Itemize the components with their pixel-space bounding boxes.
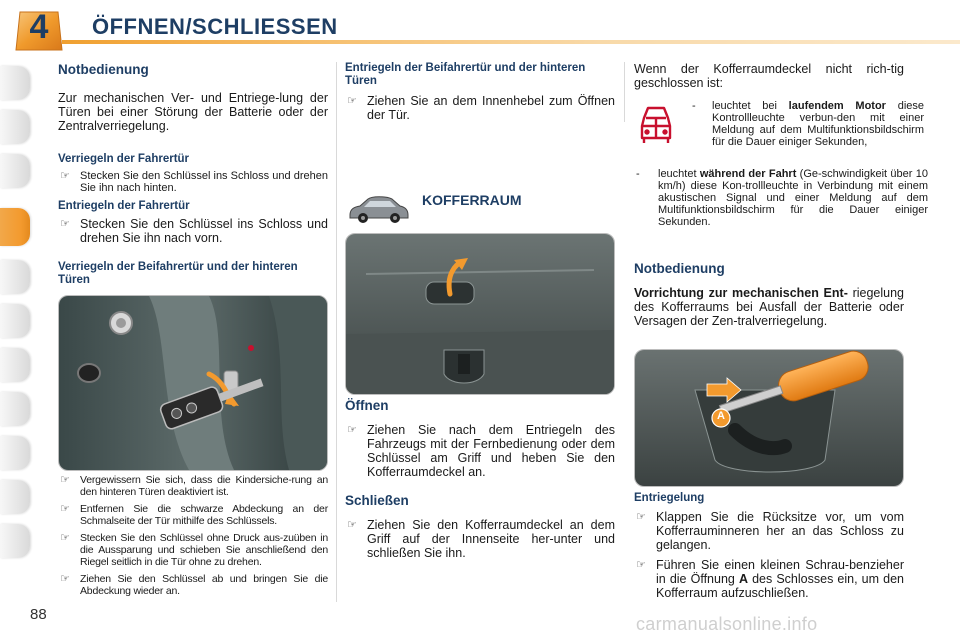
pointer-icon: ☞ — [60, 532, 70, 544]
boot-handle-image — [346, 234, 614, 394]
boot-lock-screwdriver-illustration — [634, 349, 904, 487]
heading-notbedienung: Notbedienung — [58, 62, 149, 77]
pointer-icon: ☞ — [60, 474, 70, 486]
boot-handle-illustration — [345, 233, 615, 395]
section-tab-6[interactable] — [0, 304, 30, 338]
section-tab-5[interactable] — [0, 260, 30, 294]
heading-lock-passenger-doors: Verriegeln der Beifahrertür und der hinteren Türen — [58, 261, 298, 286]
chapter-number: 4 — [29, 8, 49, 46]
header-bar — [62, 40, 960, 44]
heading-lock-driver-door: Verriegeln der Fahrertür — [58, 153, 190, 165]
heading-unlock-passenger-doors: Entriegeln der Beifahrertür und der hinteren Türen — [345, 62, 586, 87]
pointer-icon: ☞ — [60, 218, 70, 230]
bullet-unlock-passenger-doors: ☞ Ziehen Sie an dem Innenhebel zum Öffnen der Tür. — [347, 94, 615, 122]
pointer-icon: ☞ — [347, 519, 357, 531]
bullet-lock-driver-door: ☞ Stecken Sie den Schlüssel ins Schloss und drehen Sie ihn nach hinten. — [60, 170, 328, 194]
boot-lock-image — [635, 350, 903, 486]
section-tab-1[interactable] — [0, 66, 30, 100]
pointer-icon: ☞ — [347, 424, 357, 436]
bullet-insert-screwdriver: ☞ Führen Sie einen kleinen Schrau-benzieher in die Öffnung A des Schlosses ein, um den Kofferraum aufzuschließen. — [636, 558, 904, 600]
boot-open-warning-intro: Wenn der Kofferraumdeckel nicht rich-tig geschlossen ist: — [634, 62, 904, 90]
bullet-step-4: ☞ Ziehen Sie den Schlüssel ab und bringen Sie die Abdeckung wieder an. — [60, 573, 328, 597]
car-icon — [346, 193, 410, 225]
bullet-step-2: ☞ Entfernen Sie die schwarze Abdeckung an der Schmalseite der Tür mithilfe des Schlüssels. — [60, 503, 328, 527]
column-middle — [345, 62, 615, 122]
pointer-icon: ☞ — [60, 170, 70, 182]
section-tab-2[interactable] — [0, 110, 30, 144]
warning-dash-2: - leuchtet während der Fahrt (Ge-schwindigkeit über 10 km/h) diese Kon-trollleuchte in Verbindung mit einem akustischen Signal und einer Meldung auf dem Multifunktionsbildschirm für die Dauer einiger Sekunden. — [636, 168, 928, 228]
bullet-step-1: ☞ Vergewissern Sie sich, dass die Kindersiche-rung an den hinteren Türen deaktiviert ist. — [60, 474, 328, 498]
boot-open-warning-lamp-icon — [636, 104, 676, 146]
pointer-icon: ☞ — [60, 503, 70, 515]
pointer-icon: ☞ — [636, 511, 646, 523]
callout-a-label: A — [717, 410, 725, 422]
boot-emergency-intro: Vorrichtung zur mechanischen Ent- riegelung des Kofferraums bei Ausfall der Batterie oder Versagen der Zen-tralverriegelung. — [634, 286, 904, 328]
heading-unlocking: Entriegelung — [634, 492, 705, 504]
heading-unlock-driver-door: Entriegeln der Fahrertür — [58, 200, 190, 212]
section-tab-8[interactable] — [0, 392, 30, 426]
boot-section-title: KOFFERRAUM — [422, 192, 522, 208]
bullet-close: ☞ Ziehen Sie den Kofferraumdeckel an dem Griff auf der Innenseite her-unter und schließen Sie ihn. — [347, 518, 615, 560]
door-lock-image — [59, 296, 327, 470]
intro-text: Zur mechanischen Ver- und Entriege-lung der Türen bei einer Störung der Batterie oder der Zentralverriegelung. — [58, 91, 328, 133]
pointer-icon: ☞ — [636, 559, 646, 571]
lock-passenger-steps — [58, 474, 328, 597]
warning-dash-1: - leuchtet bei laufendem Motor diese Kontrollleuchte verbun-den mit einer Meldung auf dem Multifunktionsbildschirm für die Dauer einiger Sekunden, — [692, 100, 924, 148]
boot-open-close — [345, 398, 615, 560]
section-tab-10[interactable] — [0, 480, 30, 514]
boot-unlock-steps — [634, 492, 904, 600]
column-divider-1 — [336, 62, 337, 602]
section-tab-11[interactable] — [0, 524, 30, 558]
heading-notbedienung-boot: Notbedienung — [634, 261, 725, 276]
column-left — [58, 58, 328, 287]
heading-close: Schließen — [345, 493, 409, 508]
watermark-text: carmanualsonline.info — [636, 614, 818, 634]
column-divider-2 — [624, 62, 625, 122]
section-tab-4-active[interactable] — [0, 208, 30, 246]
section-tab-7[interactable] — [0, 348, 30, 382]
bullet-fold-seats: ☞ Klappen Sie die Rücksitze vor, um vom Kofferrauminneren her an das Schloss zu gelangen. — [636, 510, 904, 552]
heading-open: Öffnen — [345, 398, 389, 413]
section-tab-9[interactable] — [0, 436, 30, 470]
bullet-unlock-driver-door: ☞ Stecken Sie den Schlüssel ins Schloss und drehen Sie ihn nach vorn. — [60, 217, 328, 245]
bullet-open: ☞ Ziehen Sie nach dem Entriegeln des Fahrzeugs mit der Fernbedienung oder dem Schlüssel am Griff und heben Sie den Kofferraumdeckel an. — [347, 423, 615, 479]
section-tab-3[interactable] — [0, 154, 30, 188]
page-number: 88 — [30, 606, 47, 623]
pointer-icon: ☞ — [60, 573, 70, 585]
door-lock-illustration — [58, 295, 328, 471]
column-right — [634, 62, 904, 90]
bullet-step-3: ☞ Stecken Sie den Schlüssel ohne Druck aus-zuüben in die Aussparung und schieben Sie anschließend den Riegel seitlich in die Tür ohne zu drehen. — [60, 532, 328, 568]
pointer-icon: ☞ — [347, 95, 357, 107]
page-title: ÖFFNEN/SCHLIESSEN — [92, 14, 338, 39]
